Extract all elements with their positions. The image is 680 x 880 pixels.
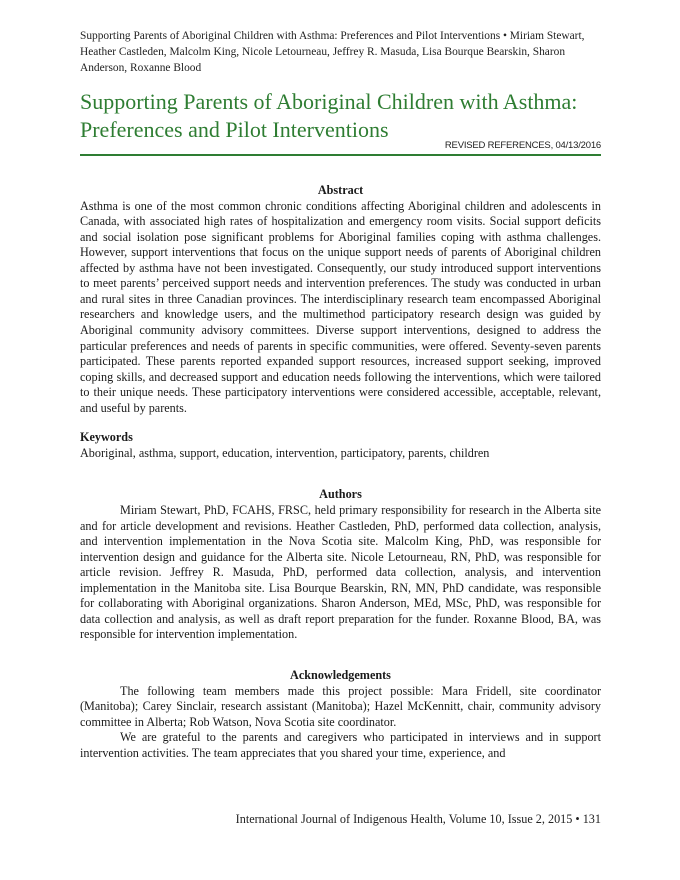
revised-references-note: REVISED REFERENCES, 04/13/2016 (444, 140, 601, 151)
page-footer: International Journal of Indigenous Health, Volume 10, Issue 2, 2015 • 131 (235, 812, 601, 826)
abstract-heading: Abstract (317, 183, 364, 197)
abstract-section (80, 183, 601, 416)
authors-section (80, 487, 601, 643)
authors-text: Miriam Stewart, PhD, FCAHS, FRSC, held primary responsibility for research in the Alberta site and for article development and revisions. Heather Castleden, PhD, performed data collection, analysis, and intervention implementation in the Nova Scotia site. Malcolm King, PhD, was responsible for intervention design and guidance for the Alberta site. Nicole Letourneau, RN, PhD, was responsible for article revision. Jeffrey R. Masuda, PhD, performed data collection, analysis, and intervention implementation in the Manitoba site. Lisa Bourque Bearskin, RN, MN, PhD candidate, was responsible for collaborating with Aboriginal organizations. Sharon Anderson, MEd, MSc, PhD, was responsible for data collection and analysis, as well as draft report preparation for the funder. Roxanne Blood, BA, was responsible for intervention implementation. (80, 502, 601, 642)
authors-heading: Authors (319, 487, 362, 502)
keywords-heading: Keywords (80, 430, 133, 445)
acknowledgements-paragraph-2: We are grateful to the parents and caregivers who participated in interviews and in support intervention activities. The team appreciates that you shared your time, experience, and (80, 730, 601, 760)
acknowledgements-section (80, 668, 601, 761)
acknowledgements-paragraph-1: The following team members made this project possible: Mara Fridell, site coordinator (Manitoba); Carey Sinclair, research assistant (Manitoba); Hazel McKennitt, chair, community advisory committee in Alberta; Rob Watson, Nova Scotia site coordinator. (80, 683, 601, 729)
keywords-section (80, 430, 601, 461)
title-rule (80, 154, 601, 156)
abstract-text: Asthma is one of the most common chronic conditions affecting Aboriginal children and adolescents in Canada, with associated high rates of hospitalization and emergency room visits. Social support deficits and social isolation pose significant problems for Aboriginal families coping with asthma challenges. However, support interventions that focus on the unique support needs of parents of Aboriginal children affected by asthma have not been investigated. Consequently, our study introduced support interventions to meet parents’ perceived support needs and intervention preferences. The study was conducted in urban and rural sites in three Canadian provinces. The interdisciplinary research team encompassed Aboriginal researchers and knowledge users, and the multimethod participatory research design was guided by Aboriginal community advisory committees. Diverse support interventions, designed to address the particular preferences and needs of parents in specific communities, were offered. Seventy-seven parents participated. These parents reported expanded support resources, increased support seeking, improved coping skills, and decreased support and education needs following the interventions, which were tailored to their unique needs. These participatory interventions were considered accessible, acceptable, relevant, and useful by parents. (80, 198, 601, 415)
acknowledgements-heading: Acknowledgements (290, 667, 391, 682)
keywords-text: Aboriginal, asthma, support, education, intervention, participatory, parents, children (80, 445, 490, 460)
running-head: Supporting Parents of Aboriginal Children with Asthma: Preferences and Pilot Interventions • Miriam Stewart, Heather Castleden, Malcolm King, Nicole Letourneau, Jeffrey R. Masuda, Lisa Bourque Bearskin, Sharon Anderson, Roxanne Blood (80, 30, 585, 74)
page-content (80, 28, 601, 761)
article-title: Supporting Parents of Aboriginal Children with Asthma: Preferences and Pilot Interventions (80, 89, 578, 142)
